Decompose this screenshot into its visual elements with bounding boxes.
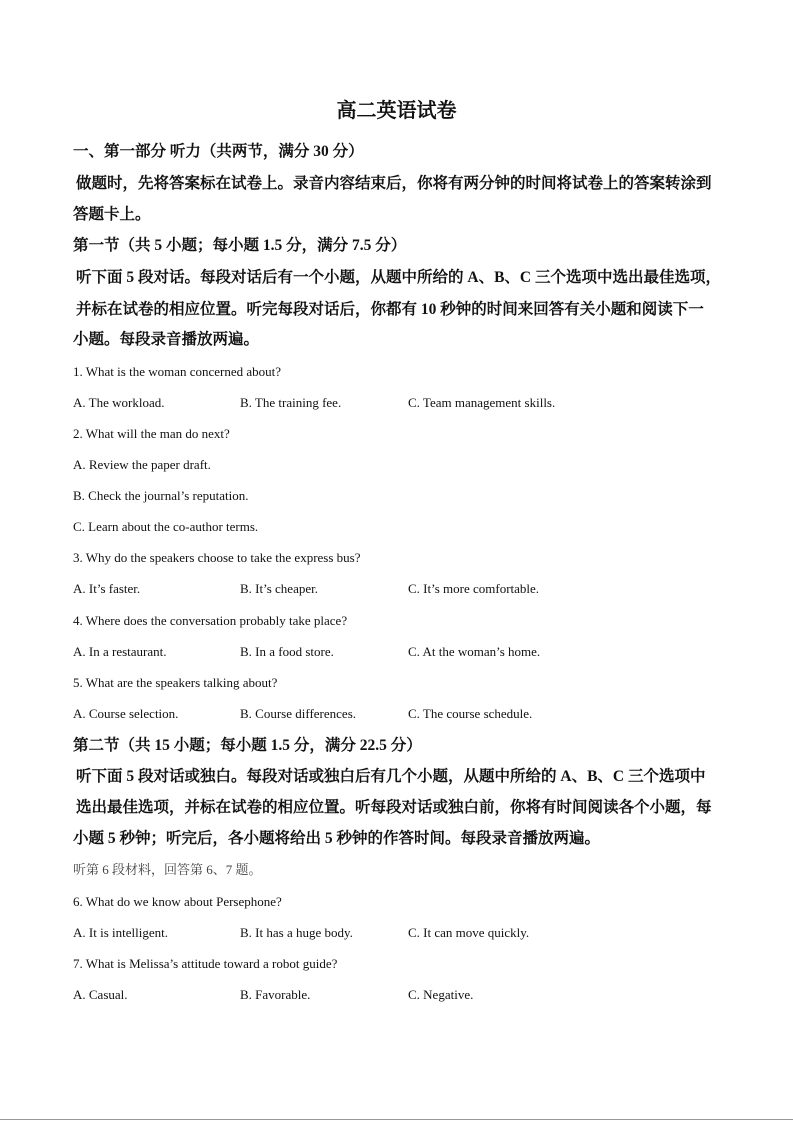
question-text: 6. What do we know about Persephone? <box>73 894 282 909</box>
answer-option: A. It is intelligent. <box>73 925 168 940</box>
material-note: 听第 6 段材料，回答第 6、7 题。 <box>73 862 262 877</box>
question-text: 3. Why do the speakers choose to take the express bus? <box>73 550 361 565</box>
page-bottom-rule <box>0 1119 793 1120</box>
answer-option: B. It’s cheaper. <box>240 581 318 596</box>
question-text: 5. What are the speakers talking about? <box>73 675 278 690</box>
answer-option: C. Learn about the co-author terms. <box>73 519 259 534</box>
section2-instructions: 小题 5 秒钟；听完后，各小题将给出 5 秒钟的作答时间。每段录音播放两遍。 <box>73 830 601 847</box>
answer-option: A. In a restaurant. <box>73 644 167 659</box>
part1-intro-line: 做题时，先将答案标在试卷上。录音内容结束后，你将有两分钟的时间将试卷上的答案转涂到 <box>76 175 712 192</box>
answer-option: A. Casual. <box>73 987 128 1002</box>
answer-option: B. In a food store. <box>240 644 334 659</box>
answer-option: C. The course schedule. <box>408 706 533 721</box>
answer-option: B. Check the journal’s reputation. <box>73 488 249 503</box>
part1-intro-line: 答题卡上。 <box>73 206 151 223</box>
answer-option: B. It has a huge body. <box>240 925 353 940</box>
answer-option: B. The training fee. <box>240 395 342 410</box>
answer-option: A. The workload. <box>73 395 165 410</box>
part1-heading: 一、第一部分 听力（共两节，满分 30 分） <box>73 143 364 160</box>
answer-option: C. Negative. <box>408 987 474 1002</box>
page-title: 高二英语试卷 <box>336 100 457 122</box>
answer-option: B. Favorable. <box>240 987 311 1002</box>
answer-option: C. Team management skills. <box>408 395 556 410</box>
answer-option: C. It’s more comfortable. <box>408 581 540 596</box>
section1-heading: 第一节（共 5 小题；每小题 1.5 分，满分 7.5 分） <box>73 237 407 254</box>
question-text: 7. What is Melissa’s attitude toward a robot guide? <box>73 956 338 971</box>
question-text: 1. What is the woman concerned about? <box>73 364 282 379</box>
question-text: 4. Where does the conversation probably take place? <box>73 613 348 628</box>
section2-instructions: 选出最佳选项，并标在试卷的相应位置。听每段对话或独白前，你将有时间阅读各个小题，每 <box>76 799 712 816</box>
section2-instructions: 听下面 5 段对话或独白。每段对话或独白后有几个小题，从题中所给的 A、B、C 三个选项中 <box>76 768 706 785</box>
answer-option: A. Course selection. <box>73 706 179 721</box>
section1-instructions: 小题。每段录音播放两遍。 <box>73 331 260 348</box>
question-text: 2. What will the man do next? <box>73 426 230 441</box>
answer-option: C. It can move quickly. <box>408 925 530 940</box>
answer-option: A. It’s faster. <box>73 581 141 596</box>
answer-option: B. Course differences. <box>240 706 357 721</box>
answer-option: A. Review the paper draft. <box>73 457 211 472</box>
answer-option: C. At the woman’s home. <box>408 644 541 659</box>
section1-instructions: 听下面 5 段对话。每段对话后有一个小题，从题中所给的 A、B、C 三个选项中选出最佳选项， <box>76 269 721 286</box>
section2-heading: 第二节（共 15 小题；每小题 1.5 分，满分 22.5 分） <box>73 737 422 754</box>
section1-instructions: 并标在试卷的相应位置。听完每段对话后，你都有 10 秒钟的时间来回答有关小题和阅读下一 <box>76 301 704 318</box>
